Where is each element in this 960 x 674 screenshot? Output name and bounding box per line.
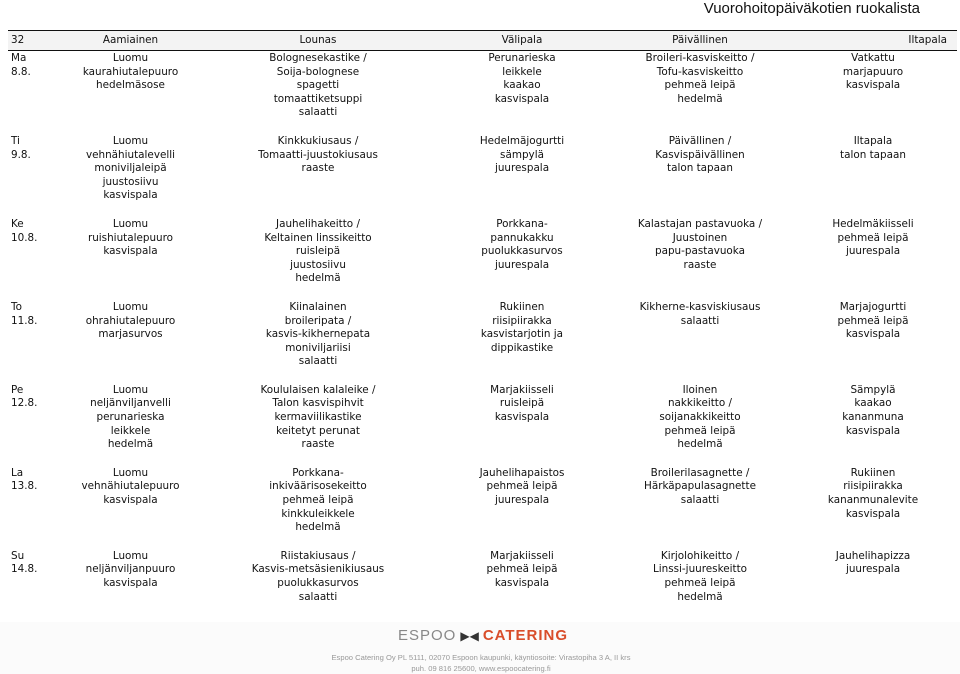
day-date: 10.8. [11,231,38,244]
meal-line: kasvistarjotin ja [480,328,564,341]
day-name: Ke [11,217,24,230]
meal-line: Kinkkukiusaus / [277,134,359,147]
day-cell [8,466,58,536]
meal-line: juurespala [845,563,901,576]
meal-line: Juustoinen [672,231,728,244]
meal-line: soijanakkikeitto [659,411,741,424]
meal-line: pehmeä leipä [486,563,558,576]
menu-table [8,30,957,605]
meal-line: tomaattiketsuppi [273,92,363,105]
week-number: 32 [8,31,58,51]
menu-header-row [8,31,957,51]
meal-cell-paivallinen [611,51,789,121]
meal-cell-lounas [203,134,433,204]
meal-line: Härkäpapulasagnette [644,480,756,493]
meal-cell-valipala [433,549,611,605]
espoo-catering-logo [398,627,568,644]
meal-line: kasvispala [494,577,550,589]
day-cell [8,51,58,121]
meal-cell-aamiainen [58,217,203,287]
day-date: 13.8. [11,480,38,493]
meal-line: ohrahiutalepuuro [85,314,176,327]
meal-line: ruishiutalepuuro [87,231,174,244]
meal-line: puolukkasurvos [277,577,359,589]
meal-cell-valipala [433,134,611,204]
meal-line: spagetti [296,79,340,92]
day-cell [8,383,58,453]
meal-cell-lounas [203,383,433,453]
meal-line: ruisleipä [295,245,341,258]
day-name: La [11,466,24,479]
logo-espoo-text: ESPOO [398,627,457,644]
meal-line: salaatti [680,494,720,507]
meal-line: Kasvispäivällinen [655,148,745,161]
meal-cell-valipala [433,300,611,370]
meal-line: Luomu [112,549,149,562]
meal-cell-iltapala [789,466,957,536]
meal-line: juustosiivu [102,175,159,188]
meal-line: vehnähiutalevelli [85,148,176,161]
meal-line: Kasvis-metsäsienikiusaus [251,563,385,576]
meal-cell-paivallinen [611,466,789,536]
meal-line: riisipiirakka [843,480,903,493]
meal-line: Bolognesekastike / [269,52,367,64]
col-header-aamiainen: Aamiainen [58,31,203,51]
meal-line: kaakao [503,79,541,92]
meal-line: juustosiivu [290,258,346,271]
day-name: Ti [11,134,20,147]
meal-line: kaakao [854,397,892,410]
row-spacer-cell [8,453,957,466]
meal-line: kasvispala [103,577,158,589]
meal-line: Koululaisen kalaleike / [260,383,376,396]
meal-line: Soija-bolognese [276,65,360,78]
meal-cell-lounas [203,217,433,287]
meal-line: pehmeä leipä [837,314,909,327]
meal-line: Vatkattu [851,52,895,64]
meal-line: salaatti [298,355,338,368]
meal-line: kasvispala [494,411,550,424]
meal-line: Hedelmäkiisseli [832,217,914,230]
meal-line: Luomu [112,466,149,479]
meal-line: kaurahiutalepuuro [82,65,179,78]
meal-line: riisipiirakka [492,314,552,327]
meal-line: Kirjolohikeitto / [660,549,740,562]
day-date: 14.8. [11,563,38,576]
meal-line: Luomu [112,217,149,230]
meal-line: kasvispala [845,328,901,341]
meal-line: Kalastajan pastavuoka / [637,217,763,230]
meal-line: raaste [301,162,335,175]
meal-line: kasvispala [494,92,550,105]
logo-catering-text: CATERING [482,627,569,644]
meal-line: Hedelmäjogurtti [479,134,565,147]
page-title: Vuorohoitopäiväkotien ruokalista [703,0,920,17]
meal-cell-valipala [433,217,611,287]
meal-cell-aamiainen [58,51,203,121]
meal-line: Broilerilasagnette / [650,466,750,479]
day-cell [8,134,58,204]
meal-line: pehmeä leipä [486,480,558,493]
meal-line: juurespala [494,258,550,271]
meal-line: vehnähiutalepuuro [81,480,180,493]
meal-line: talon tapaan [667,162,733,175]
meal-line: Luomu [112,300,149,313]
meal-line: kananmunalevite [827,494,919,507]
day-name: Ma [11,52,27,64]
meal-line: hedelmäsose [96,79,165,92]
meal-cell-paivallinen [611,300,789,370]
row-spacer [8,204,957,217]
meal-line: Jauhelihapaistos [479,466,565,479]
meal-line: broileripata / [284,314,352,327]
meal-line: kasvispala [845,507,901,520]
meal-line: Marjakiisseli [490,383,554,396]
meal-line: pannukakku [490,231,554,244]
meal-line: raaste [683,258,717,271]
meal-cell-aamiainen [58,549,203,605]
meal-line: Luomu [112,383,149,396]
row-spacer [8,287,957,300]
meal-line: Porkkana- [496,217,548,230]
menu-body [8,51,957,606]
meal-line: Linssi-juureskeitto [652,563,748,576]
meal-cell-lounas [203,300,433,370]
meal-line: talon tapaan [840,148,906,161]
day-cell [8,217,58,287]
row-spacer [8,536,957,549]
meal-line: Riistakiusaus / [280,549,356,562]
meal-line: Tomaatti-juustokiusaus [258,148,378,161]
meal-line: Broileri-kasviskeitto / [645,52,755,64]
meal-line: hedelmä [295,521,341,534]
row-spacer [8,370,957,383]
meal-line: perunarieska [96,411,165,424]
meal-cell-paivallinen [611,549,789,605]
footer-contact: puh. 09 816 25600, www.espoocatering.fi [411,664,551,673]
meal-line: papu-pastavuoka [654,245,745,258]
meal-line: salaatti [680,314,720,327]
meal-cell-lounas [203,466,433,536]
day-date: 11.8. [11,314,38,327]
footer [0,622,960,674]
row-spacer [8,453,957,466]
meal-line: Talon kasvispihvit [272,397,364,410]
row-spacer [8,121,957,134]
meal-cell-lounas [203,549,433,605]
day-date: 12.8. [11,397,38,410]
menu-row [8,466,957,536]
meal-line: kermaviilikastike [274,411,362,424]
day-cell [8,300,58,370]
meal-line: Perunarieska [488,52,556,64]
menu-row [8,549,957,605]
col-header-lounas: Lounas [203,31,433,51]
menu-row [8,134,957,204]
meal-cell-aamiainen [58,300,203,370]
meal-line: hedelmä [295,272,341,285]
meal-line: hedelmä [677,92,723,105]
meal-line: salaatti [298,106,338,119]
meal-line: Rukiinen [850,466,896,479]
meal-line: Marjajogurtti [839,300,907,313]
meal-line: leikkele [502,65,542,78]
meal-line: neljänviljanvelli [90,397,171,410]
meal-line: kasvispala [845,79,901,92]
meal-line: pehmeä leipä [282,494,354,507]
meal-line: kasvis-kikhernepata [265,328,371,341]
meal-line: marjasurvos [98,328,163,341]
menu-row [8,300,957,370]
meal-cell-aamiainen [58,134,203,204]
meal-line: pehmeä leipä [664,577,736,589]
meal-cell-iltapala [789,217,957,287]
meal-cell-aamiainen [58,383,203,453]
meal-line: leikkele [110,424,151,437]
meal-line: kasvispala [103,494,158,507]
meal-line: Päivällinen / [668,134,732,147]
meal-line: dippikastike [490,341,554,354]
meal-line: Luomu [112,134,149,147]
meal-line: raaste [301,438,335,451]
meal-line: marjapuuro [842,65,904,78]
meal-line: Kikherne-kasviskiusaus [639,300,761,313]
meal-line: Kiinalainen [289,300,347,313]
menu-row [8,383,957,453]
meal-cell-aamiainen [58,466,203,536]
meal-line: Keltainen linssikeitto [264,231,372,244]
meal-cell-paivallinen [611,383,789,453]
meal-cell-paivallinen [611,217,789,287]
day-name: Pe [11,383,24,396]
meal-line: keitetyt perunat [276,424,360,437]
meal-line: Iloinen [682,383,718,396]
meal-line: Luomu [112,52,149,64]
meal-line: kasvispala [845,424,901,437]
meal-line: moniviljariisi [285,341,351,354]
meal-line: Porkkana- [292,466,344,479]
meal-line: pehmeä leipä [664,79,736,92]
day-name: To [11,300,22,313]
menu-row [8,217,957,287]
meal-line: Marjakiisseli [490,549,554,562]
meal-line: juurespala [494,494,550,507]
row-spacer-cell [8,204,957,217]
bowtie-icon: ▶◀ [460,629,479,643]
meal-cell-paivallinen [611,134,789,204]
day-name: Su [11,549,25,562]
row-spacer-cell [8,287,957,300]
col-header-paivallinen: Päivällinen [611,31,789,51]
meal-line: pehmeä leipä [664,424,736,437]
meal-line: juurespala [494,162,550,175]
meal-line: nakkikeitto / [667,397,733,410]
meal-line: hedelmä [677,590,723,603]
meal-cell-iltapala [789,134,957,204]
col-header-valipala: Välipala [433,31,611,51]
meal-cell-iltapala [789,383,957,453]
meal-line: Jauhelihapizza [835,549,911,562]
meal-cell-valipala [433,51,611,121]
footer-address-block [316,652,646,674]
meal-cell-iltapala [789,51,957,121]
meal-line: Tofu-kasviskeitto [656,65,744,78]
day-date: 8.8. [11,65,31,78]
row-spacer-cell [8,121,957,134]
meal-line: ruisleipä [499,397,545,410]
meal-line: juurespala [845,245,901,258]
meal-line: hedelmä [107,438,154,451]
meal-cell-iltapala [789,549,957,605]
meal-line: kinkkuleikkele [281,507,355,520]
meal-line: inkiväärisosekeitto [269,480,367,493]
day-cell [8,549,58,605]
meal-line: neljänviljanpuuro [85,563,176,576]
meal-line: hedelmä [677,438,723,451]
meal-line: kananmuna [842,411,904,424]
meal-cell-valipala [433,466,611,536]
day-date: 9.8. [11,148,31,161]
meal-line: moniviljaleipä [94,162,167,175]
meal-cell-iltapala [789,300,957,370]
col-header-iltapala: Iltapala [789,31,957,51]
meal-line: salaatti [298,590,338,603]
menu-row [8,51,957,121]
meal-line: puolukkasurvos [481,245,563,258]
meal-line: Jauhelihakeitto / [276,217,360,230]
meal-line: kasvispala [103,245,158,258]
meal-cell-valipala [433,383,611,453]
meal-line: Iltapala [853,134,893,147]
meal-line: kasvispala [103,189,158,202]
row-spacer-cell [8,370,957,383]
meal-line: pehmeä leipä [837,231,909,244]
footer-address: Espoo Catering Oy PL 5111, 02070 Espoon kaupunki, käyntiosoite: Virastopiha 3 A, II krs [331,653,631,662]
meal-cell-lounas [203,51,433,121]
row-spacer-cell [8,536,957,549]
meal-line: sämpylä [500,148,544,161]
meal-line: Rukiinen [499,300,545,313]
meal-line: Sämpylä [850,383,896,396]
